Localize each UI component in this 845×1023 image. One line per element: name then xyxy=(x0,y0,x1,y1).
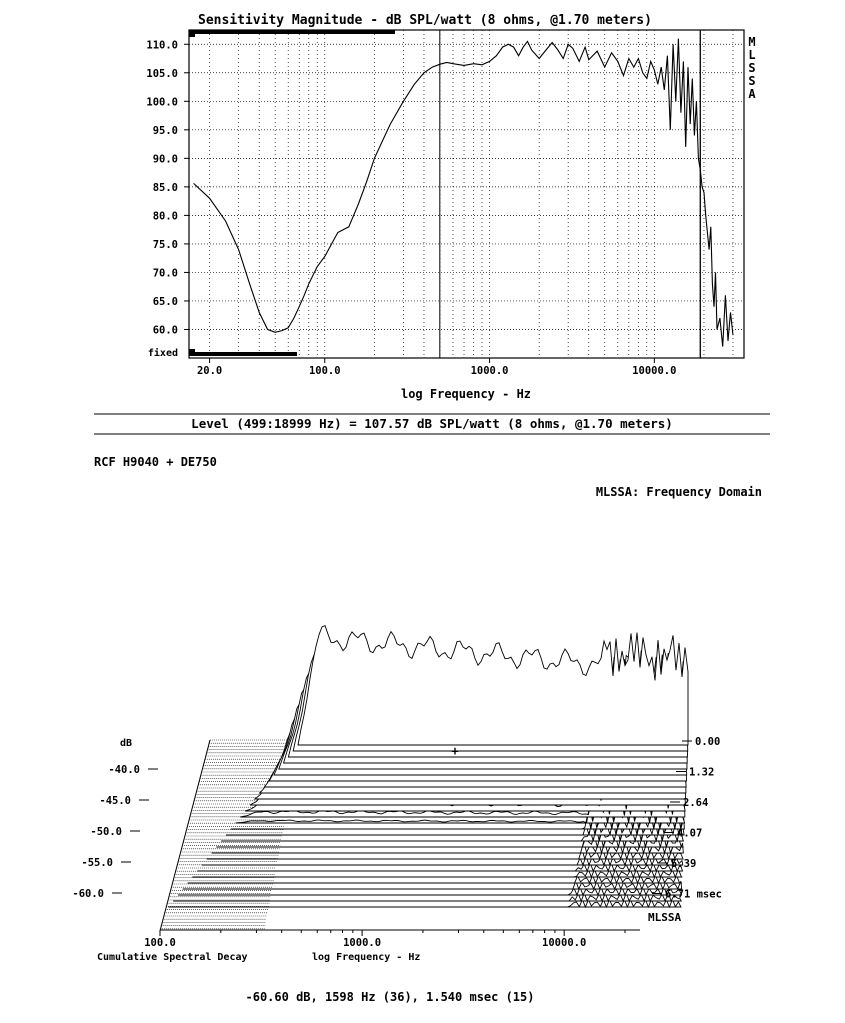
waterfall-x-tick-label: 100.0 xyxy=(144,937,176,949)
cursor-handle-top xyxy=(189,30,195,37)
cursor-bar-top xyxy=(189,30,395,34)
waterfall-time-tick-label: 6.71 msec xyxy=(665,888,722,901)
sensitivity-chart xyxy=(146,13,756,401)
y-tick-label: 85.0 xyxy=(152,181,178,194)
mlssa-vertical-label xyxy=(748,35,756,101)
decay-slice xyxy=(298,626,688,745)
waterfall-y-tick-label: -40.0 xyxy=(108,764,140,776)
waterfall-time-tick-label: 1.32 xyxy=(689,766,715,779)
waterfall-chart xyxy=(72,626,722,963)
waterfall-mlssa-label: MLSSA xyxy=(648,911,682,924)
side-label-letter: A xyxy=(748,87,756,101)
waterfall-time-tick-label: 5.39 xyxy=(671,858,697,870)
y-tick-label: 110.0 xyxy=(146,39,178,52)
y-tick-label: 70.0 xyxy=(152,267,178,280)
x-axis-label: log Frequency - Hz xyxy=(400,387,532,401)
waterfall-y-tick-label: -60.0 xyxy=(72,888,104,900)
range-markers xyxy=(440,30,700,358)
side-label-letter: M xyxy=(748,35,756,49)
domain-label: MLSSA: Frequency Domain xyxy=(595,485,762,499)
y-tick-label: 105.0 xyxy=(146,67,178,80)
y-tick-label: 95.0 xyxy=(152,124,178,137)
readout-text: -60.60 dB, 1598 Hz (36), 1.540 msec (15) xyxy=(245,990,535,1004)
level-box xyxy=(94,414,770,434)
waterfall-cursor-marker: + xyxy=(451,744,459,758)
y-tick-label: 90.0 xyxy=(152,153,178,166)
floor-edge xyxy=(160,740,210,931)
y-tick-label: 100.0 xyxy=(146,96,178,109)
y-tick-label: 60.0 xyxy=(152,324,178,337)
waterfall-xlabel: log Frequency - Hz xyxy=(312,952,421,963)
waterfall-slices xyxy=(168,626,688,907)
sensitivity-chart-title: Sensitivity Magnitude - dB SPL/watt (8 ohms, @1.70 meters) xyxy=(198,13,652,28)
fixed-label: fixed xyxy=(147,348,178,359)
waterfall-y-ticks xyxy=(72,764,158,900)
level-text: Level (499:18999 Hz) = 107.57 dB SPL/watt (8 ohms, @1.70 meters) xyxy=(191,416,673,431)
y-tick-label: 65.0 xyxy=(152,295,178,308)
side-label-letter: S xyxy=(748,74,756,88)
cursor-bar-bottom xyxy=(189,352,297,356)
plot-frame xyxy=(189,30,744,358)
y-tick-label: 75.0 xyxy=(152,238,178,251)
x-tick-label: 20.0 xyxy=(196,365,223,377)
device-label: RCF H9040 + DE750 xyxy=(94,455,217,469)
sensitivity-curve xyxy=(194,39,733,347)
x-tick-labels xyxy=(197,358,677,377)
y-tick-labels xyxy=(146,39,189,336)
y-tick-label: 80.0 xyxy=(152,210,178,223)
waterfall-y-tick-label: -50.0 xyxy=(90,826,122,838)
grid xyxy=(189,30,744,358)
waterfall-time-tick-label: 4.07 xyxy=(677,827,703,840)
waterfall-y-tick-label: -55.0 xyxy=(81,857,113,869)
side-label-letter: L xyxy=(748,48,756,62)
waterfall-x-ticks xyxy=(144,930,640,949)
x-tick-label: 10000.0 xyxy=(632,365,677,377)
waterfall-x-tick-label: 1000.0 xyxy=(343,937,382,949)
waterfall-time-tick-label: 2.64 xyxy=(683,797,709,809)
waterfall-title: Cumulative Spectral Decay xyxy=(97,952,248,963)
waterfall-time-tick-label: 0.00 xyxy=(695,736,721,748)
side-label-letter: S xyxy=(748,61,756,75)
x-tick-label: 1000.0 xyxy=(470,365,509,377)
waterfall-ylabel: dB xyxy=(120,738,133,749)
waterfall-y-tick-label: -45.0 xyxy=(99,795,131,807)
cursor-handle-bottom xyxy=(189,349,195,356)
waterfall-x-tick-label: 10000.0 xyxy=(542,937,587,949)
x-tick-label: 100.0 xyxy=(308,365,341,377)
